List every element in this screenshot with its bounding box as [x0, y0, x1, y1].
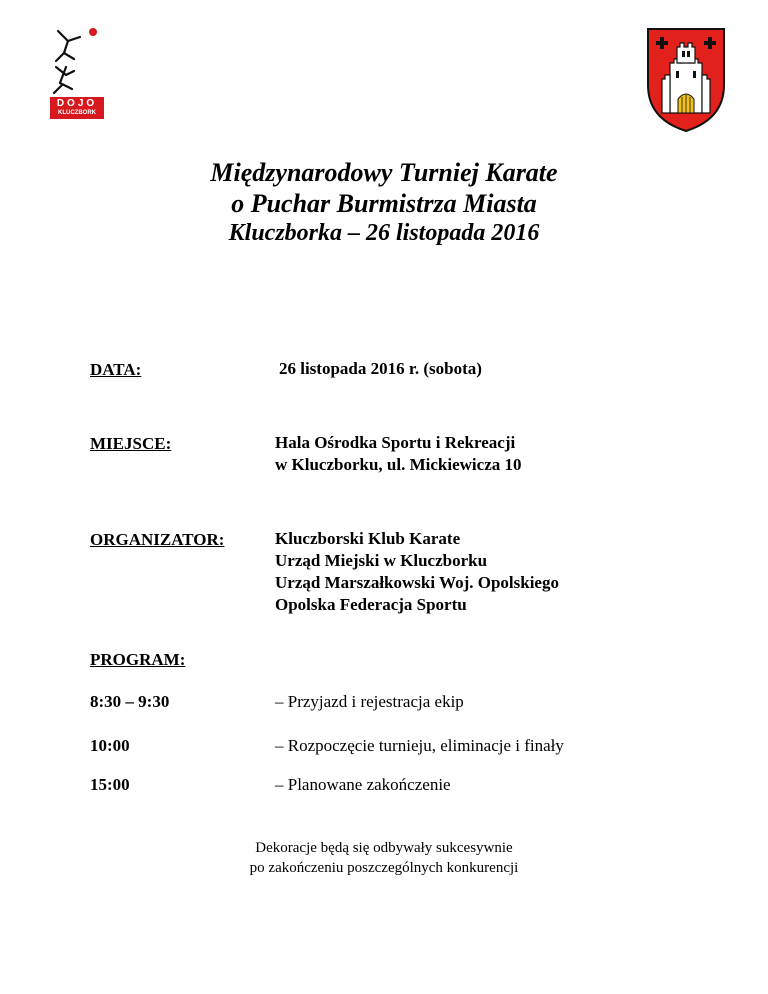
program-label: PROGRAM:: [90, 650, 186, 669]
program-time: 15:00: [90, 775, 130, 794]
city-coat-of-arms-icon: [646, 27, 726, 133]
organizer-item: Urząd Marszałkowski Woj. Opolskiego: [275, 573, 559, 592]
place-line: Hala Ośrodka Sportu i Rekreacji: [275, 433, 516, 452]
note-line: po zakończeniu poszczególnych konkurencji: [249, 860, 519, 876]
dojo-badge-subtitle: KLUCZBORK: [58, 110, 96, 116]
place-label: MIEJSCE:: [90, 434, 172, 453]
place-value: [275, 432, 521, 476]
place-line: w Kluczborku, ul. Mickiewicza 10: [275, 455, 522, 474]
kluczbork-coat-of-arms: [646, 27, 726, 133]
dojo-badge-title: DOJO: [56, 98, 98, 109]
program-desc: – Przyjazd i rejestracja ekip: [275, 692, 464, 711]
note-line: Dekoracje będą się odbywały sukcesywnie: [255, 840, 513, 856]
program-time: 8:30 – 9:30: [90, 692, 170, 711]
organizer-label: ORGANIZATOR:: [90, 530, 225, 549]
program-time: 10:00: [90, 736, 130, 755]
dojo-kluczbork-logo: [50, 27, 104, 121]
date-label: DATA:: [90, 360, 142, 379]
program-desc: – Planowane zakończenie: [275, 775, 451, 794]
date-value: 26 listopada 2016 r. (sobota): [279, 359, 482, 378]
closing-note: [0, 838, 768, 878]
organizer-item: Kluczborski Klub Karate: [275, 529, 461, 548]
organizer-item: Urząd Miejski w Kluczborku: [275, 551, 488, 570]
organizer-item: Opolska Federacja Sportu: [275, 595, 467, 614]
dojo-badge: [50, 97, 104, 119]
program-desc: – Rozpoczęcie turnieju, eliminacje i finały: [275, 736, 564, 755]
title-line-1: Międzynarodowy Turniej Karate: [210, 158, 558, 187]
karate-figures-icon: [50, 27, 104, 97]
title-line-3: Kluczborka – 26 listopada 2016: [228, 220, 540, 246]
organizer-list: [275, 528, 559, 616]
title-line-2: o Puchar Burmistrza Miasta: [231, 189, 537, 218]
